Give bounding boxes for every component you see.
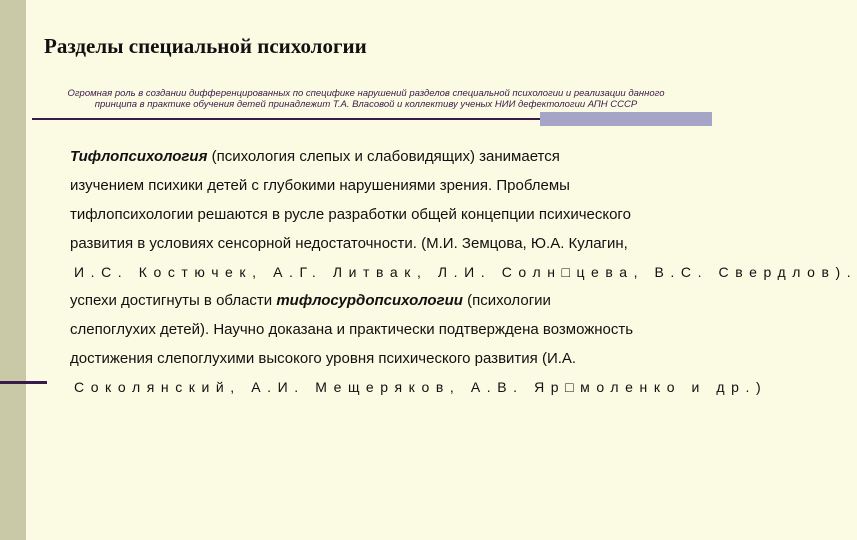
slide-subtitle: Огромная роль в создании дифференцированных по специфике нарушений разделов специальной психологии и реализации данного принципа в практике обучения детей принадлежит Т.А. Власовой и коллективу ученых НИИ дефектологии АПН СССР bbox=[67, 88, 665, 110]
left-divider bbox=[0, 381, 47, 384]
body-line-4: развития в условиях сенсорной недостаточности. (М.И. Земцова, Ю.А. Кулагин, bbox=[70, 235, 628, 252]
slide-title: Разделы специальной психологии bbox=[44, 34, 367, 58]
left-accent-bar bbox=[0, 0, 26, 540]
body-line-9: Соколянский, А.И. Мещеряков, А.В. Яр□моленко и др.) bbox=[74, 379, 768, 395]
body-line-2: изучением психики детей с глубокими нарушениями зрения. Проблемы bbox=[70, 177, 570, 194]
term-tiflopsychology: Тифлопсихология bbox=[70, 148, 208, 165]
header-divider bbox=[32, 118, 540, 120]
body-line-5: И.С. Костючек, А.Г. Литвак, Л.И. Солн□цева, В.С. Свердлов). bbox=[74, 264, 857, 280]
body-line-6-end: (психологии bbox=[462, 292, 551, 309]
body-line-6 bbox=[70, 292, 551, 309]
header-accent-box bbox=[540, 112, 712, 126]
body-line-8: достижения слепоглухими высокого уровня психического развития (И.А. bbox=[70, 350, 577, 367]
body-line-6-start: успехи достигнуты в области bbox=[70, 292, 277, 309]
body-line-1 bbox=[70, 148, 560, 165]
body-line-3: тифлопсихологии решаются в русле разработки общей концепции психического bbox=[70, 206, 631, 223]
term-tiflosurdopsychology: тифлосурдопсихологии bbox=[276, 292, 463, 309]
body-line-7: слепоглухих детей). Научно доказана и практически подтверждена возможность bbox=[70, 321, 634, 338]
body-line-1-rest: (психология слепых и слабовидящих) занимается bbox=[207, 148, 560, 165]
